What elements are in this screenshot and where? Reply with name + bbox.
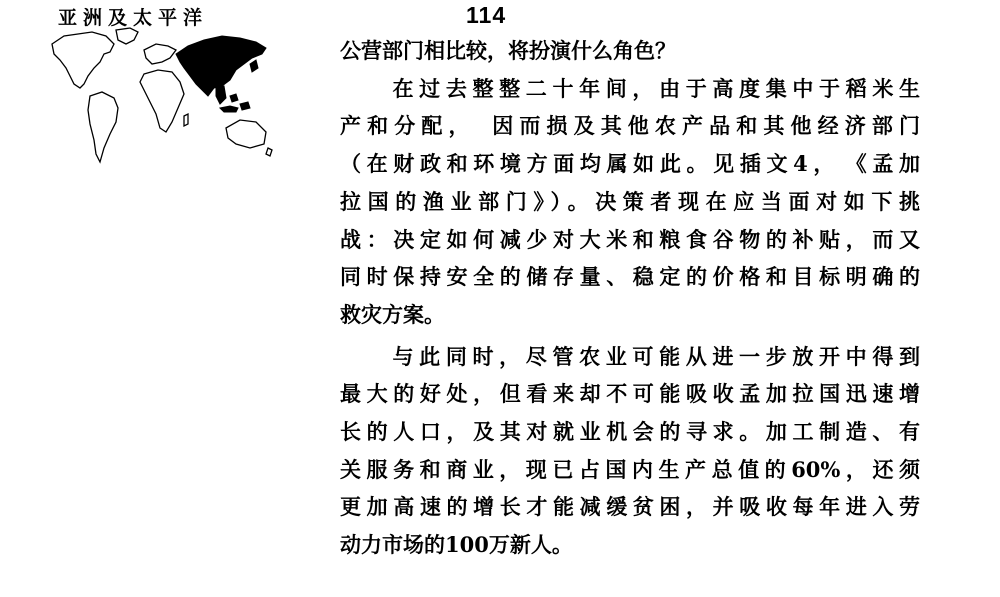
text-line: 更加高速的增长才能减缓贫困，并吸收每年进入劳 <box>340 494 920 520</box>
text-line: 动力市场的100万新人。 <box>340 532 573 558</box>
text-line: 拉国的渔业部门》）。决策者现在应当面对如下挑 <box>340 188 920 214</box>
africa-shape <box>140 70 184 132</box>
text-line: 最大的好处，但看来却不可能吸收孟加拉国迅速增 <box>340 381 920 407</box>
world-map-icon <box>44 24 274 170</box>
text-line: 关服务和商业，现已占国内生产总值的60%，还须 <box>340 456 920 482</box>
text-line: 战：决定如何减少对大米和粮食谷物的补贴，而又 <box>340 226 920 252</box>
text-line: 救灾方案。 <box>340 301 445 327</box>
indochina-shape <box>216 86 226 104</box>
text-line: 在过去整整二十年间，由于高度集中于稻米生 <box>392 75 920 101</box>
paragraph-2 <box>340 338 920 564</box>
paragraph-0 <box>340 32 920 70</box>
text-line: 与此同时，尽管农业可能从进一步放开中得到 <box>392 343 920 369</box>
south-america-shape <box>88 92 118 162</box>
japan-shape <box>250 60 258 72</box>
europe-shape <box>144 44 176 64</box>
text-line: 同时保持安全的储存量、稳定的价格和目标明确的 <box>340 264 920 290</box>
body-text <box>340 32 920 564</box>
text-line: 产和分配， 因而损及其他农产品和其他经济部门 <box>340 113 920 139</box>
text-line: （在财政和环境方面均属如此。见插文4， 《孟加 <box>340 151 920 177</box>
north-america-shape <box>52 32 114 88</box>
region-label: 亚洲及太平洋 <box>58 7 209 29</box>
text-line: 公营部门相比较，将扮演什么角色？ <box>340 38 676 63</box>
indonesia-shape <box>220 106 238 112</box>
paragraph-1 <box>340 70 920 334</box>
greenland-shape <box>116 28 138 44</box>
text-line: 长的人口，及其对就业机会的寻求。加工制造、有 <box>340 419 920 445</box>
page-number: 114 <box>466 2 507 28</box>
australia-shape <box>226 120 266 148</box>
